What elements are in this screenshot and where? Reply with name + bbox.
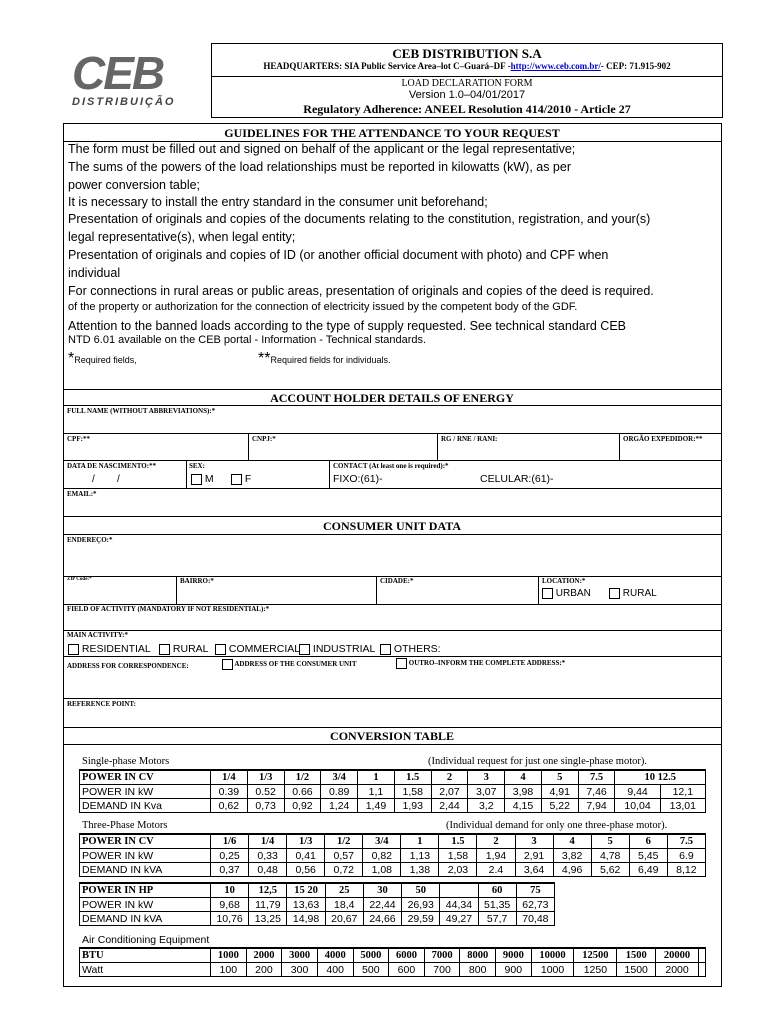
guideline-line: NTD 6.01 available on the CEB portal - Information - Technical standards. [68,334,427,346]
account-title: ACCOUNT HOLDER DETAILS OF ENERGY [270,391,514,405]
sex-f-checkbox[interactable] [231,474,242,485]
consumer-title: CONSUMER UNIT DATA [322,519,461,533]
orgao-label: ORGÃO EXPEDIDOR:** [623,435,703,443]
table-row: DEMAND IN kVA 10,76 13,25 14,98 20,67 24,66 29,59 49,27 57,7 70,48 [80,912,555,926]
guideline-line: For connections in rural areas or public areas, presentation of originals and copies of the deed is required. [68,284,654,298]
horsepower-table [79,882,555,926]
table-row: POWER IN kW 0.39 0.52 0.66 0.89 1,1 1,58 2,07 3,07 3,98 4,91 7,46 9,44 12,1 [80,785,706,799]
birth-date-label: DATA DE NASCIMENTO:** [67,462,157,470]
sex-f-option[interactable]: F [231,473,251,485]
residential-checkbox[interactable] [68,644,79,655]
logo-text: CEB [72,47,164,99]
three-phase-caption: Three-Phase Motors [82,820,168,831]
addr-other-option[interactable]: OUTRO–INFORM THE COMPLETE ADDRESS:* [396,658,565,669]
birth-date-field[interactable]: / / [92,474,120,485]
sex-m-checkbox[interactable] [191,474,202,485]
rural-checkbox[interactable] [609,588,620,599]
main-activity-label: MAIN ACTIVITY:* [67,631,129,639]
guideline-line: It is necessary to install the entry standard in the consumer unit beforehand; [68,195,488,209]
form-version: Version 1.0–04/01/2017 [408,89,526,101]
rural-activity-checkbox[interactable] [159,644,170,655]
field-activity-label: FIELD OF ACTIVITY (MANDATORY IF NOT RESIDENTIAL):* [67,605,270,613]
guideline-line: Presentation of originals and copies of ID (or another official document with photo) and CPF when [68,248,609,262]
three-phase-note: (Individual demand for only one three-phase motor). [446,820,668,831]
urban-checkbox[interactable] [542,588,553,599]
reference-point-label: REFERENCE POINT: [67,700,136,708]
regulatory-adherence: Regulatory Adherence: ANEEL Resolution 414/2010 - Article 27 [303,102,631,116]
guidelines-title: GUIDELINES FOR THE ATTENDANCE TO YOUR REQUEST [224,126,560,140]
guideline-line: power conversion table; [68,178,201,192]
table-row: POWER IN HP 10 12,5 15 20 25 30 50 60 75 [80,883,555,898]
table-row: POWER IN kW 9,68 11,79 13,63 18,4 22,44 26,93 44,34 51,35 62,73 [80,898,555,912]
table-row: DEMAND IN kVA 0,37 0,48 0,56 0,72 1,08 1,38 2,03 2.4 3,64 4,96 5,62 6,49 8,12 [80,863,706,877]
addr-consumer-option[interactable]: ADDRESS OF THE CONSUMER UNIT [222,659,357,670]
industrial-checkbox[interactable] [299,644,310,655]
headquarters-line: HEADQUARTERS: SIA Public Service Area–lot C–Guará–DF -http://www.ceb.com.br/- CEP: 71.915-902 [263,61,671,71]
endereco-label: ENDEREÇO:* [67,536,113,544]
table-row: POWER IN CV 1/4 1/3 1/2 3/4 1 1.5 2 3 4 5 7.5 10 12.5 [80,770,706,785]
table-row: POWER IN CV 1/6 1/4 1/3 1/2 3/4 1 1.5 2 3 4 5 6 7.5 [80,834,706,849]
guideline-line: The form must be filled out and signed on behalf of the applicant or the legal representative; [68,142,576,156]
single-phase-table [79,769,706,813]
addr-other-checkbox[interactable] [396,658,407,669]
activity-commercial-option[interactable]: COMMERCIAL [215,643,300,655]
required-fields-note: *Required fields, [68,350,137,367]
contact-label: CONTACT (At least one is required):* [333,462,449,470]
single-phase-note: (Individual request for just one single-phase motor). [428,756,647,767]
cpf-label: CPF:** [67,435,90,443]
air-conditioning-table [79,947,706,977]
website-link[interactable]: http://www.ceb.com.br/ [510,61,601,71]
activity-rural-option[interactable]: RURAL [159,643,209,655]
bairro-label: BAIRRO:* [180,577,214,585]
form-title: LOAD DECLARATION FORM [401,78,533,89]
full-name-label: FULL NAME (WITHOUT ABBREVIATIONS):* [67,407,216,415]
activity-others-option[interactable]: OTHERS: [380,643,441,655]
location-rural-option[interactable]: RURAL [609,588,657,599]
guideline-line: of the property or authorization for the connection of electricity issued by the competent body of the GDF. [68,301,578,313]
location-urban-option[interactable]: URBAN [542,588,591,599]
table-row: Watt 100 200 300 400 500 600 700 800 900 1000 1250 1500 2000 [80,963,706,977]
ac-caption: Air Conditioning Equipment [82,934,210,946]
addr-consumer-checkbox[interactable] [222,659,233,670]
commercial-checkbox[interactable] [215,644,226,655]
location-label: LOCATION:* [542,577,586,585]
others-checkbox[interactable] [380,644,391,655]
guideline-line: The sums of the powers of the load relationships must be reported in kilowatts (kW), as per [68,160,572,174]
activity-residential-option[interactable]: RESIDENTIAL [68,643,151,655]
guideline-line: individual [68,266,121,280]
guideline-line: legal representative(s), when legal entity; [68,230,296,244]
ceb-logo [68,46,198,114]
fixo-field[interactable]: FIXO:(61)- [333,473,383,485]
table-row: POWER IN kW 0,25 0,33 0,41 0,57 0,82 1,13 1,58 1,94 2,91 3,82 4,78 5,45 6.9 [80,849,706,863]
conversion-title: CONVERSION TABLE [330,729,454,743]
three-phase-table [79,833,706,877]
logo-subtitle: DISTRIBUIÇÃO [72,96,176,108]
guideline-line: Presentation of originals and copies of the documents relating to the constitution, registration, and your(s) [68,212,651,226]
rg-label: RG / RNE / RANI: [441,435,498,443]
cnpj-label: CNPJ:* [252,435,276,443]
guideline-line: Attention to the banned loads according to the type of supply requested. See technical standard CEB [68,319,627,333]
table-row: BTU 1000 2000 3000 4000 5000 6000 7000 8000 9000 10000 12500 1500 20000 [80,948,706,963]
company-name: CEB DISTRIBUTION S.A [392,46,542,61]
cidade-label: CIDADE:* [380,577,414,585]
required-individuals-note: **Required fields for individuals. [258,350,391,367]
single-phase-caption: Single-phase Motors [82,756,170,767]
sex-m-option[interactable]: M [191,473,214,485]
activity-industrial-option[interactable]: INDUSTRIAL [299,643,375,655]
table-row: DEMAND IN Kva 0,62 0,73 0,92 1,24 1,49 1,93 2,44 3,2 4,15 5,22 7,94 10,04 13,01 [80,799,706,813]
celular-field[interactable]: CELULAR:(61)- [480,473,554,485]
email-label: EMAIL:* [67,490,97,498]
zip-label: ZIP Code:* [67,577,92,582]
correspondence-label: ADDRESS FOR CORRESPONDENCE: [67,662,189,670]
sex-label: SEX: [189,462,205,470]
